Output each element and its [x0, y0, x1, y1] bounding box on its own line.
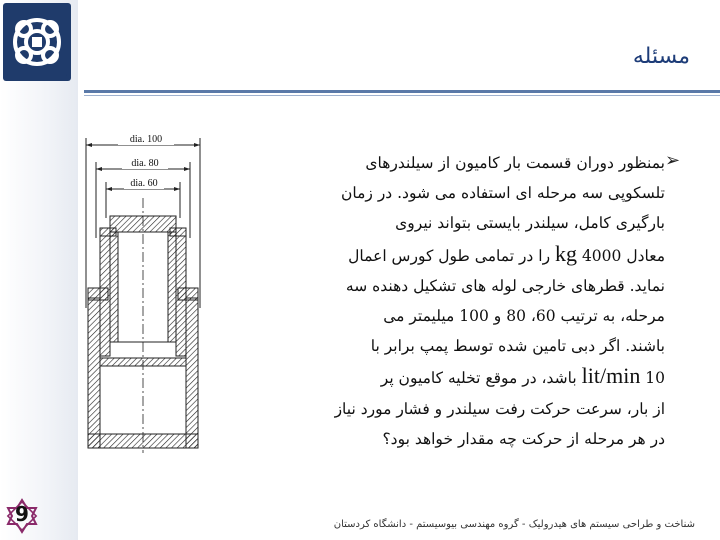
text-line: تلسکوپی سه مرحله ای استفاده می شود. در زمان [341, 184, 665, 203]
slide-title: مسئله [632, 44, 690, 69]
problem-statement [320, 148, 665, 454]
dim-label-60: dia. 60 [130, 178, 158, 189]
text-line: بمنظور دوران قسمت بار کامیون از سیلندرهای [365, 154, 665, 172]
page-number-badge [3, 492, 41, 540]
text-line: مرحله، به ترتیب 60، 80 و 100 میلیمتر می [383, 307, 665, 326]
text-line: باشند. اگر دبی تامین شده توسط پمپ برابر با [370, 337, 665, 356]
text-line: بارگیری کامل، سیلندر بایستی بتواند نیروی [395, 214, 665, 233]
dim-label-100: dia. 100 [129, 134, 163, 145]
arrow-bullet-icon: ➢ [665, 150, 681, 171]
title-divider [84, 90, 720, 93]
flow-value: 10 [645, 369, 665, 388]
text-line: از بار، سرعت حرکت رفت سیلندر و فشار مورد نیاز [334, 399, 665, 418]
dim-label-80: dia. 80 [131, 158, 159, 169]
title-divider-thin [84, 95, 720, 96]
telescopic-cylinder-drawing [78, 128, 208, 462]
text-line: نماید. قطرهای خارجی لوله های تشکیل دهنده سه [345, 276, 665, 295]
flow-unit: lit/min [581, 363, 641, 389]
text-line-force [320, 239, 665, 271]
page-number: 9 [15, 502, 29, 526]
force-pre: معادل [626, 246, 665, 265]
text-line: در هر مرحله از حرکت چه مقدار خواهد بود؟ [382, 429, 665, 448]
text-line-flow [320, 361, 665, 393]
footer-text: شناخت و طراحی سیستم های هیدرولیک - گروه مهندسی بیوسیستم - دانشگاه کردستان [333, 519, 695, 530]
flow-post: باشد، در موقع تخلیه کامیون پر [380, 369, 577, 388]
force-value: 4000 [581, 246, 622, 265]
force-post: را در تمامی طول کورس اعمال [348, 246, 551, 265]
university-logo [3, 3, 71, 81]
force-unit: kg [555, 240, 577, 266]
